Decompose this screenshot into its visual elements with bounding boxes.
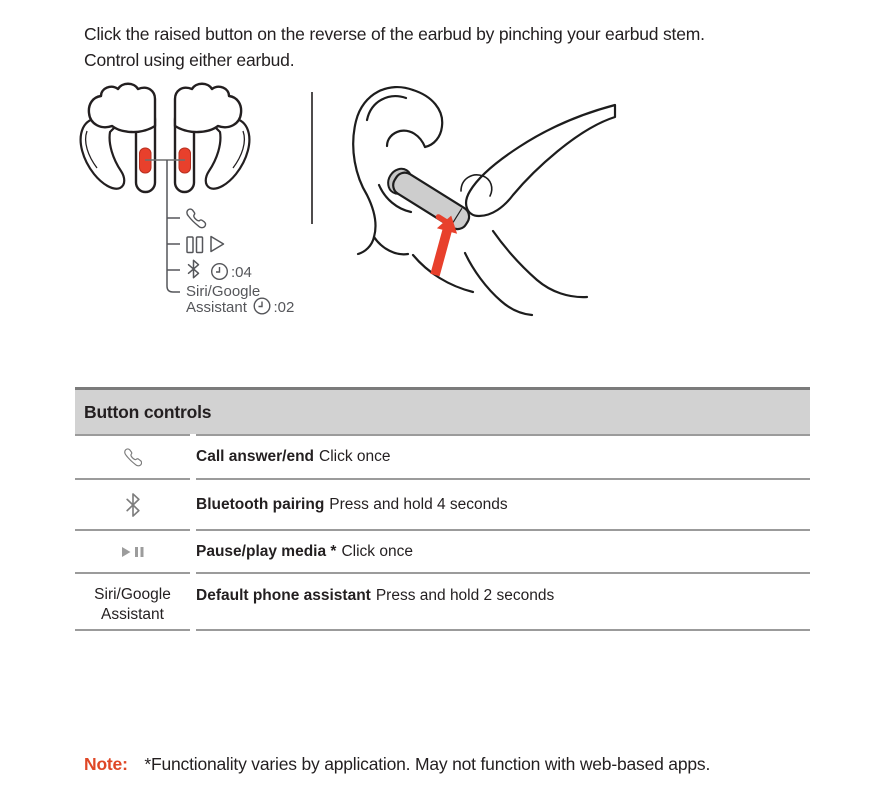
earbud-controls-illustration [75, 82, 635, 332]
note-label: Note: [84, 753, 128, 774]
row-label-cell [75, 572, 190, 631]
assistant-timer-label: :02 [273, 299, 295, 316]
bluetooth-icon [189, 260, 199, 277]
note-text: *Functionality varies by application. May not function with web-based apps. [144, 753, 711, 774]
assistant-label-line1: Siri/Google [186, 283, 261, 300]
pause-icon [187, 237, 203, 253]
ear-pinch-illustration [353, 87, 615, 315]
play-icon [211, 237, 224, 252]
gesture-label: Click once [319, 448, 391, 465]
assistant-row-label: Siri/Google Assistant [94, 586, 171, 623]
index-finger [466, 105, 615, 216]
earbud-stem-in-ear [384, 164, 474, 234]
table-row-assistant [75, 572, 810, 631]
middle-finger-line [493, 231, 587, 297]
row-icon-cell [75, 478, 190, 529]
intro-line-2: Control using either earbud. [84, 50, 295, 70]
lower-hand-line [465, 253, 532, 315]
action-label: Bluetooth pairing [196, 495, 325, 513]
legend-items [186, 209, 294, 316]
intro-line-1: Click the raised button on the reverse of the earbud by pinching your earbud stem. [84, 24, 705, 44]
action-label: Call answer/end [196, 448, 315, 465]
gesture-label: Press and hold 4 seconds [329, 495, 508, 513]
action-label: Pause/play media * [196, 542, 337, 560]
clock-icon [254, 298, 270, 314]
intro-paragraph [84, 21, 705, 73]
phone-handset-icon [123, 448, 142, 467]
bluetooth-timer-label: :04 [231, 264, 252, 281]
table-row-bluetooth [75, 478, 810, 529]
gesture-label: Press and hold 2 seconds [375, 587, 555, 604]
row-desc-cell [196, 478, 810, 529]
earbud-left [81, 84, 155, 192]
gesture-label: Click once [341, 542, 413, 560]
row-icon-cell [75, 434, 190, 478]
earbud-stem [389, 169, 472, 233]
assistant-label-line2: Assistant [186, 299, 247, 316]
play-pause-icon [121, 546, 145, 558]
press-arrow-icon [430, 216, 457, 277]
table-header [75, 387, 810, 434]
phone-handset-icon [187, 209, 206, 228]
earbud-right-body [175, 84, 241, 132]
earbud-right [175, 84, 249, 192]
pinching-hand [461, 105, 615, 315]
bluetooth-icon [126, 493, 140, 517]
row-desc-cell [196, 529, 810, 572]
button-controls-table [75, 387, 810, 631]
row-desc-cell [196, 572, 810, 631]
earbud-left-body [89, 84, 155, 132]
clock-icon [212, 264, 228, 280]
table-title: Button controls [84, 401, 212, 422]
table-row-pause-play [75, 529, 810, 572]
table-row-call [75, 434, 810, 478]
footnote [84, 754, 710, 775]
action-label: Default phone assistant [196, 587, 371, 604]
row-desc-cell [196, 434, 810, 478]
row-icon-cell [75, 529, 190, 572]
